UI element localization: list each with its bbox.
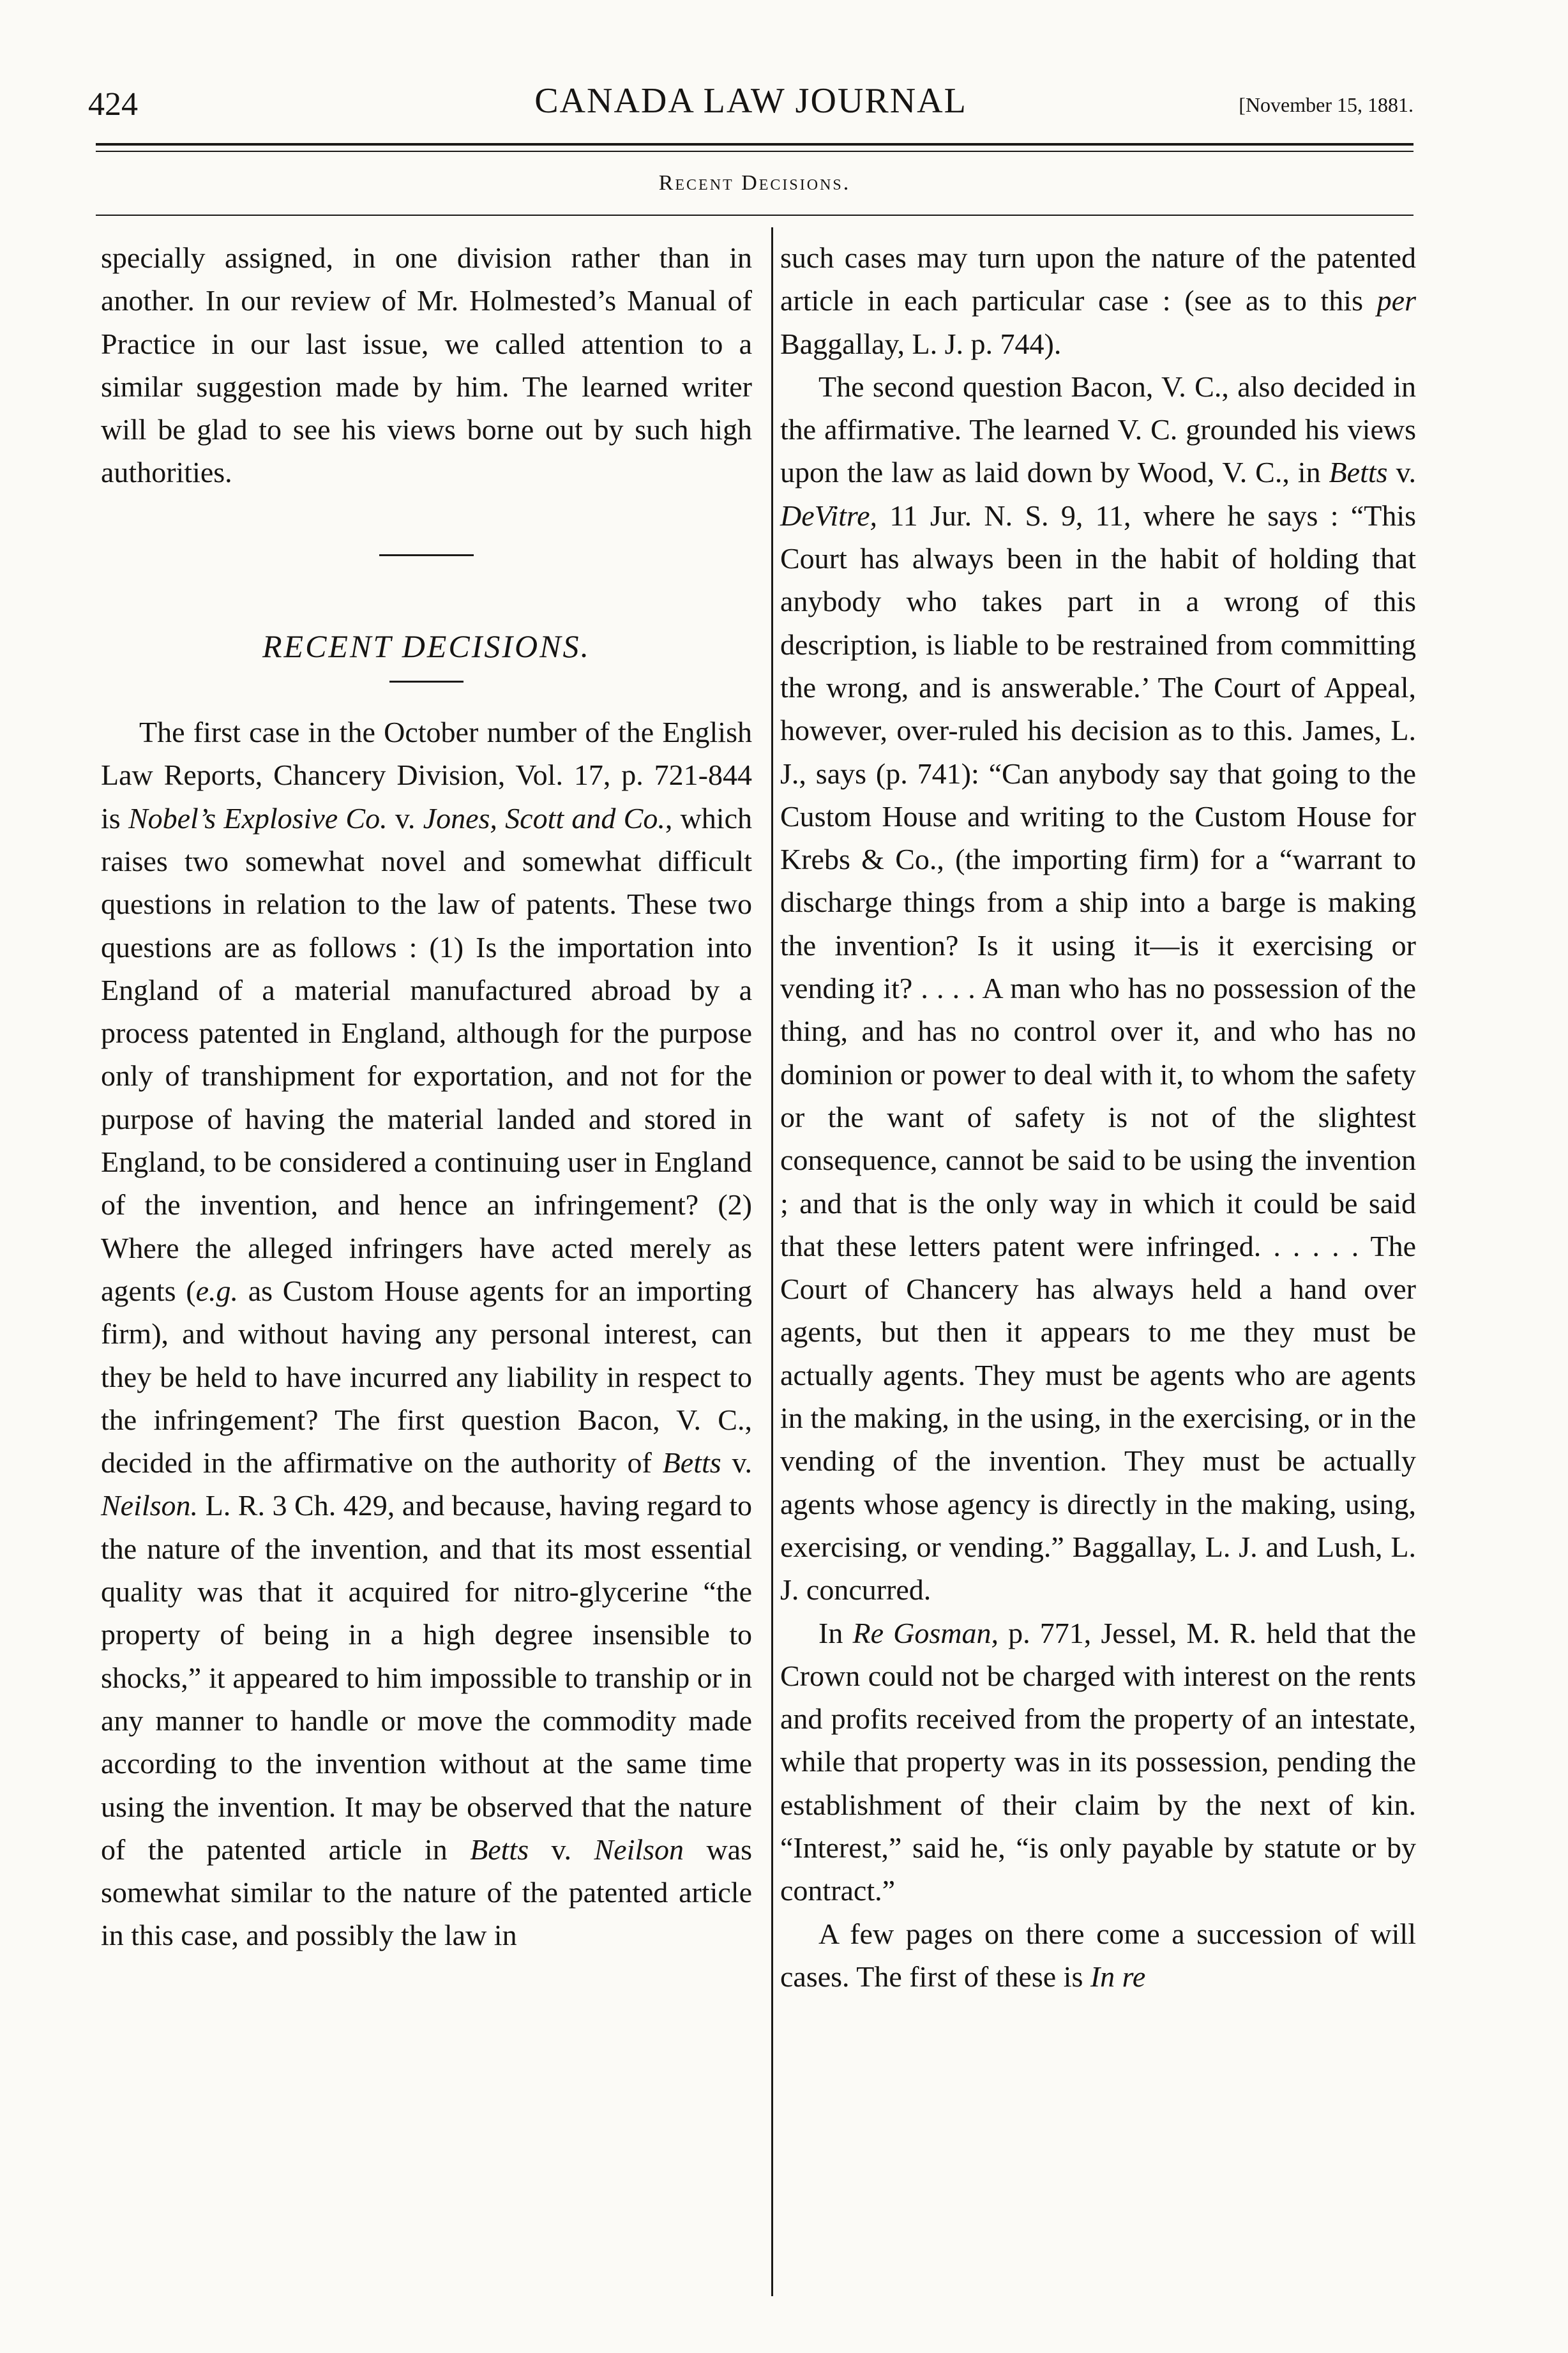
section-separator-rule <box>379 554 474 556</box>
issue-date: [November 15, 1881. <box>1239 93 1413 116</box>
case-name: DeVitre, <box>780 499 877 532</box>
re-gosman-paragraph: In Re Gosman, p. 771, Jessel, M. R. held that the Crown could not be charged with interest on the rents and profits received from the property of an intestate, while that property was in its possession, pending the establishment of their claim by the next of kin. “Interest,” said he, “is only payable by statute or by contract.” <box>780 1616 1416 1907</box>
header-rule-thin <box>96 151 1413 152</box>
case-name: Nobel’s Explosive Co. <box>128 801 388 835</box>
title-separator-rule <box>389 681 464 683</box>
continued-paragraph: such cases may turn upon the nature of the patented article in each particular case : (see as to this per Baggallay, L. J. p. 744). <box>780 241 1416 360</box>
second-question-paragraph: The second question Bacon, V. C., also decided in the affirmative. The learned V. C. grounded his views upon the law as laid down by Wood, V. C., in Betts v. DeVitre, 11 Jur. N. S. 9, 11, where he says : “This Court has always been in the habit of holding that anybody who takes part in a wrong of this description, is liable to be restrained from committing the wrong, and is answerable.’ The Court of Appeal, however, over-ruled his decision as to this. James, L. J., says (p. 741): “Can anybody say that going to the Custom House and writing to the Custom House for Krebs & Co., (the importing firm) for a “warrant to discharge things from a ship into a barge is making the invention? Is it using it—is it exercising or vending it? . . . . A man who has no possession of the thing, and has no control over it, and who has no dominion or power to deal with it, to whom the safety or the want of safety is not of the slightest consequence, cannot be said to be using the invention ; and that is the only way in which it could be said that these letters patent were infringed. . . . . . The Court of Chancery has always held a hand over agents, but then it appears to me they must be actually agents. They must be agents who are agents in the making, in the using, in the exercising, or in the vending of the invention. They must be actually agents whose agency is directly in the making, using, exercising, or vending.” Baggallay, L. J. and Lush, L. J. concurred. <box>780 370 1417 1607</box>
case-name: Neilson. <box>101 1489 199 1522</box>
case-name: In re <box>1090 1960 1146 1993</box>
continued-paragraph: specially assigned, in one division rather than in another. In our review of Mr. Holmested’s Manual of Practice in our last issue, we called attention to a similar suggestion made by him. The learned writer will be glad to see his views borne out by such high authorities. <box>101 241 752 489</box>
case-name: Jones, Scott and Co. <box>423 801 665 835</box>
right-column <box>780 236 1416 1998</box>
case-name: Betts <box>1329 456 1388 489</box>
will-cases-paragraph: A few pages on there come a succession of will cases. The first of these is In re <box>780 1917 1416 1993</box>
case-name: Re Gosman, <box>852 1616 999 1649</box>
case-name: Betts <box>662 1446 721 1479</box>
running-section-heading: Recent Decisions. <box>658 171 851 195</box>
case-name: Neilson <box>594 1833 684 1866</box>
recent-decisions-title: RECENT DECISIONS. <box>262 628 591 664</box>
journal-title: CANADA LAW JOURNAL <box>534 81 967 121</box>
header-rule-thick <box>96 143 1413 146</box>
page-number: 424 <box>88 86 138 123</box>
section-heading-rule <box>96 215 1413 216</box>
page-header <box>88 80 1413 132</box>
column-divider <box>771 227 773 2296</box>
left-column <box>101 236 752 1957</box>
nobel-case-paragraph: The first case in the October number of the English Law Reports, Chancery Division, Vol. 17, p. 721-844 is Nobel’s Explosive Co. v. Jones, Scott and Co., which raises two somewhat novel and somewhat difficult questions in relation to the law of patents. These two questions are as follows : (1) Is the importation into England of a material manufactured abroad by a process patented in England, although for the purpose only of transhipment for exportation, and not for the purpose of having the material landed and stored in England, to be considered a continuing user in England of the invention, and hence an infringement? (2) Where the alleged infringers have acted merely as agents (e.g. as Custom House agents for an importing firm), and without having any personal interest, can they be held to have incurred any liability in respect to the infringement? The first question Bacon, V. C., decided in the affirmative on the authority of Betts v. Neilson. L. R. 3 Ch. 429, and because, having regard to the nature of the invention, and that its most essential quality was that it acquired for nitro-glycerine “the property of being in a high degree insensible to shocks,” it appeared to him impossible to tranship or in any manner to handle or move the commodity made according to the invention without at the same time using the invention. It may be observed that the nature of the patented article in Betts v. Neilson was somewhat similar to the nature of the patented article in this case, and possibly the law in <box>101 716 753 1952</box>
case-name: Betts <box>470 1833 529 1866</box>
